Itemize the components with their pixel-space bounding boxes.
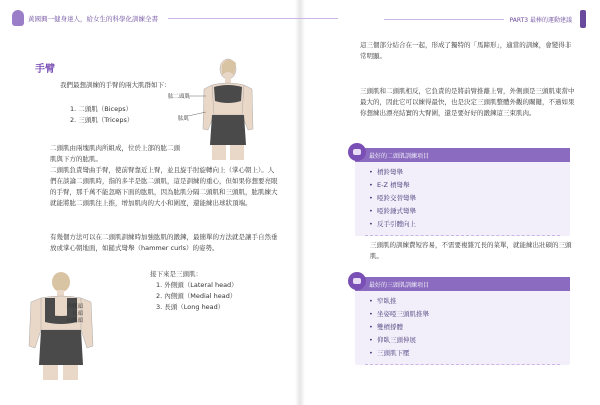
- box-header: [355, 148, 570, 162]
- list-item: • 啞鈴錘式彎舉: [377, 205, 570, 218]
- paragraph: [360, 40, 575, 62]
- dumbbell-icon: [348, 272, 366, 290]
- list-item: 2. 內側頭（Medial head）: [156, 292, 237, 300]
- triceps-labels: [53, 304, 83, 325]
- paragraph-text: 這三個部分結合在一起，形成了獨特的「馬蹄形」，適當的訓練，會變得非常明顯。: [360, 41, 572, 60]
- right-running-header: [384, 10, 586, 28]
- section-title: 手臂: [35, 64, 55, 75]
- paragraph-text: 有幾個方法可以在二頭肌訓練時加強肱肌的鍛鍊，最簡單的方法就是讓手自然垂放或掌心朝地面，如鎚式彎舉（hammer curls）的姿勢。: [50, 233, 278, 252]
- left-header-title: 黃國興一健身達人，給女生的科學化訓練全書: [28, 14, 158, 23]
- exercise-list: [355, 295, 570, 364]
- box-title: 最好的二頭肌訓練項目: [369, 152, 430, 160]
- paragraph: [50, 232, 280, 254]
- list-item: • 坐姿啞三頭肌推舉: [377, 308, 570, 321]
- paragraph: [50, 165, 280, 209]
- muscle-list: [70, 104, 190, 126]
- chapter-tab: [580, 10, 586, 28]
- list-item: 2. 三頭肌（Triceps）: [70, 116, 134, 124]
- list-item: • 三頭肌下壓: [377, 347, 570, 360]
- female-torso-back-image: [25, 270, 95, 380]
- female-torso-front-image: [200, 55, 255, 160]
- lateral-head-label: 外側頭: [66, 304, 83, 310]
- box-title: 最好的三頭肌訓練項目: [369, 281, 430, 289]
- box-divider: [365, 235, 560, 236]
- triceps-section: [150, 269, 280, 313]
- triceps-figure: [25, 270, 95, 380]
- book-gutter: [295, 0, 305, 405]
- list-item: • E-Z 槓彎舉: [377, 179, 570, 192]
- biceps-label: 肱二頭肌: [168, 94, 191, 100]
- list-item: • 窄臥推: [377, 295, 570, 308]
- exercise-list: [355, 166, 570, 235]
- biceps-figure: [200, 55, 255, 160]
- header-rule: [168, 18, 338, 19]
- paragraph-text: 二頭肌負責彎曲手臂，使前臂靠近上臂，並且旋手肘旋轉向上（掌心朝上）。人們在談論二頭肌時，指的多半是肱二頭肌，這是訓練的重心，但如果你想要亮眼的手臂，那千萬不能忽略下面的肱肌，因為肱肌分隔二頭肌和三頭肌，肱肌練大就能將肱二頭肌往上推，增加肌肉的大小和圍度，還能練出球狀頂端。: [50, 166, 278, 207]
- dumbbell-icon: [348, 143, 366, 161]
- list-item: • 啞鈴交替彎舉: [377, 192, 570, 205]
- paragraph-text: 三頭肌和二頭肌相反，它負責的是將前臂推離上臂，外側頭是三頭肌東當中最大的，因此它可以練得最快，也是決定三頭肌整體外觀的關鍵，不過如果你想練出漂亮結實的大臂圍，還是要好好的鍛鍊這三束肌肉。: [360, 87, 575, 117]
- header-rule: [384, 19, 504, 20]
- left-running-header: [12, 10, 338, 26]
- paragraph: [370, 240, 575, 262]
- author-avatar-icon: [12, 10, 24, 26]
- paragraph: [360, 86, 575, 119]
- triceps-exercise-box: [355, 277, 570, 365]
- triceps-intro: 接下來是三頭肌：: [150, 270, 202, 278]
- right-header-title: PART3 最棒的運動建議: [509, 16, 572, 24]
- brachialis-label: 肱肌: [178, 116, 190, 122]
- long-head-label: 長頭: [71, 311, 83, 317]
- list-item: • 反手引體向上: [377, 218, 570, 231]
- intro-paragraph: [60, 80, 190, 91]
- list-item: 1. 二頭肌（Biceps）: [70, 105, 133, 113]
- list-item: • 仰臥三頭伸展: [377, 334, 570, 347]
- label-leader-lines: [188, 94, 208, 118]
- paragraph: [50, 143, 180, 165]
- medial-head-label: 內側頭: [66, 318, 83, 324]
- biceps-exercise-box: [355, 148, 570, 236]
- list-item: 3. 長頭（Long head）: [156, 303, 225, 311]
- list-item: 1. 外側頭（Lateral head）: [156, 281, 238, 289]
- box-header: [355, 277, 570, 291]
- intro-text: 我們最想訓練的手臂的兩大肌群如下：: [60, 81, 171, 89]
- box-divider: [365, 364, 560, 365]
- paragraph-text: 二頭肌由兩塊肌肉所組成，位於上部的肱二頭肌與下方的肱肌。: [50, 144, 180, 163]
- list-item: • 槓鈴彎舉: [377, 166, 570, 179]
- list-item: • 雙槓撐體: [377, 321, 570, 334]
- paragraph-text: 三頭肌的訓練費短容易，不需要複雜冗長的菜單，就能練出壯碩的三頭肌。: [370, 241, 572, 260]
